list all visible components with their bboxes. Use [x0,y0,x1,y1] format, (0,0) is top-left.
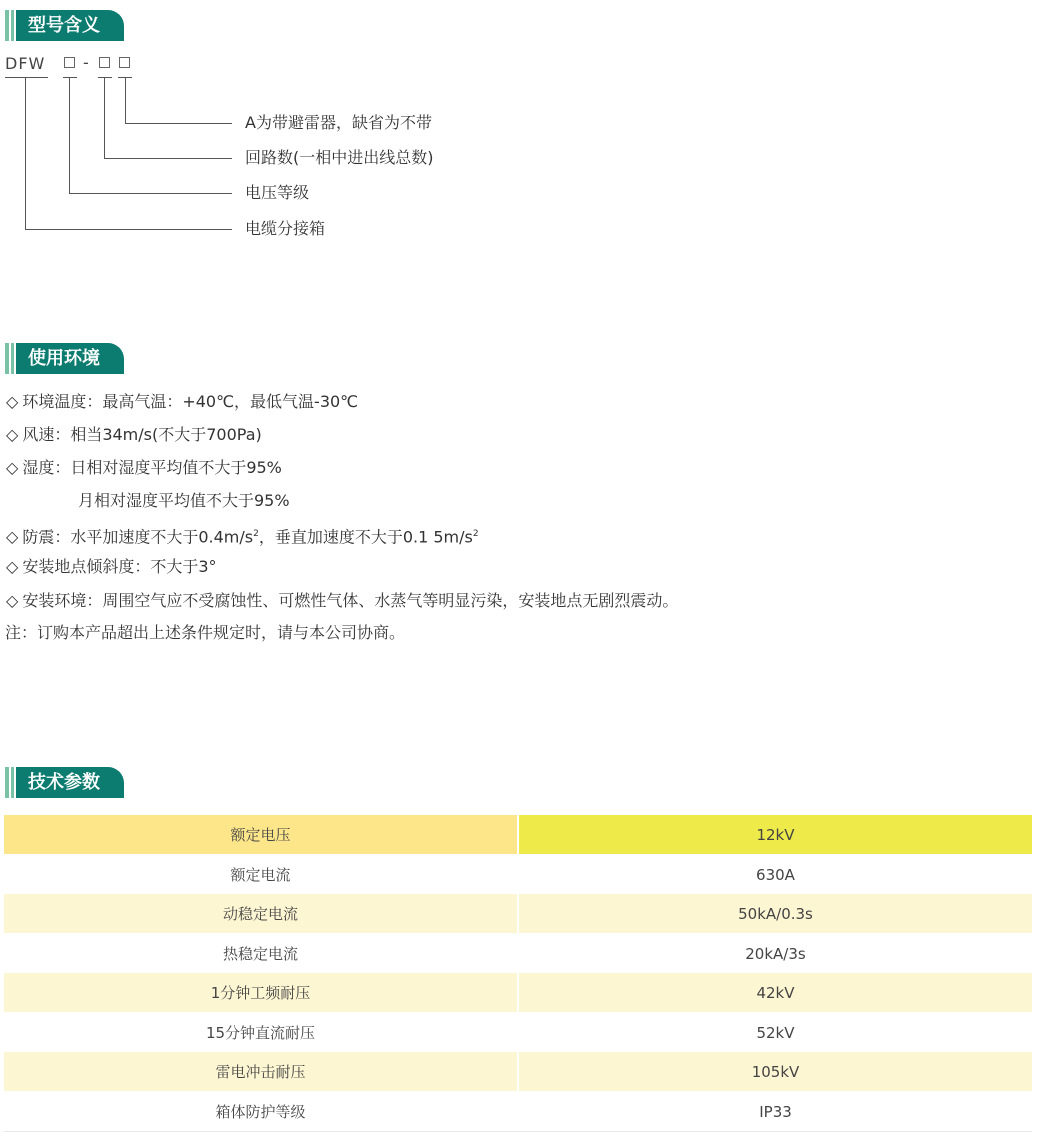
param-name-cell: 额定电流 [4,855,517,894]
section-title: 型号含义 [16,10,124,41]
param-name-cell: 15分钟直流耐压 [4,1013,517,1052]
table-row [4,934,1032,973]
env-humidity-day: ◇ 湿度：日相对湿度平均值不大于95% [6,458,282,477]
param-name-cell: 雷电冲击耐压 [4,1052,517,1091]
leader-line-arrester [126,78,233,124]
param-name-cell: 箱体防护等级 [4,1092,517,1131]
param-value-cell: 42kV [519,973,1032,1012]
header-accent-bar [5,343,9,374]
table-row [4,1092,1032,1131]
table-row [4,855,1032,894]
param-value-cell: 20kA/3s [519,934,1032,973]
diamond-bullet-icon: ◇ [6,557,19,576]
model-legend-tree [0,0,260,240]
section-title: 使用环境 [16,343,124,374]
env-tilt: ◇ 安装地点倾斜度：不大于3° [6,557,217,576]
env-wind: ◇ 风速：相当34m/s(不大于700Pa) [6,425,262,444]
diamond-bullet-icon: ◇ [6,591,19,610]
table-row [4,894,1032,933]
param-value-cell: 12kV [519,815,1032,854]
model-dash: - [83,53,89,72]
diamond-bullet-icon: ◇ [6,458,19,477]
diamond-bullet-icon: ◇ [6,425,19,444]
model-code-prefix: DFW [5,54,46,73]
leader-line-circuits [105,78,233,159]
section-title: 技术参数 [16,767,124,798]
table-row [4,1013,1032,1052]
table-row [4,815,1032,854]
env-temperature: ◇ 环境温度：最高气温：+40℃，最低气温-30℃ [6,392,359,411]
env-seismic: ◇ 防震：水平加速度不大于$0.4m/s^2$，垂直加速度不大于0.1 $5m/s^2$ [6,527,479,547]
leader-line-product [26,78,233,230]
param-name-cell: 1分钟工频耐压 [4,973,517,1012]
legend-voltage: 电压等级 [245,183,310,202]
table-bottom-border [4,1131,1032,1132]
param-value-cell: 105kV [519,1052,1032,1091]
env-humidity-month: 月相对湿度平均值不大于95% [78,491,290,510]
order-note: 注：订购本产品超出上述条件规定时，请与本公司协商。 [5,623,406,642]
legend-circuits: 回路数(一相中进出线总数) [245,148,434,167]
header-accent-bar [11,343,14,374]
header-accent-bar [5,767,9,798]
legend-product: 电缆分接箱 [245,219,326,238]
param-name-cell: 热稳定电流 [4,934,517,973]
param-value-cell: 52kV [519,1013,1032,1052]
table-row [4,1052,1032,1091]
table-row [4,973,1032,1012]
diamond-bullet-icon: ◇ [6,392,19,411]
param-name-cell: 额定电压 [4,815,517,854]
leader-line-voltage [70,78,233,194]
param-value-cell: 50kA/0.3s [519,894,1032,933]
header-accent-bar [11,767,14,798]
param-value-cell: IP33 [519,1092,1032,1131]
legend-arrester: A为带避雷器，缺省为不带 [245,113,432,132]
diamond-bullet-icon: ◇ [6,527,19,547]
param-value-cell: 630A [519,855,1032,894]
env-installation: ◇ 安装环境：周围空气应不受腐蚀性、可燃性气体、水蒸气等明显污染，安装地点无剧烈震动。 [6,591,679,610]
param-name-cell: 动稳定电流 [4,894,517,933]
